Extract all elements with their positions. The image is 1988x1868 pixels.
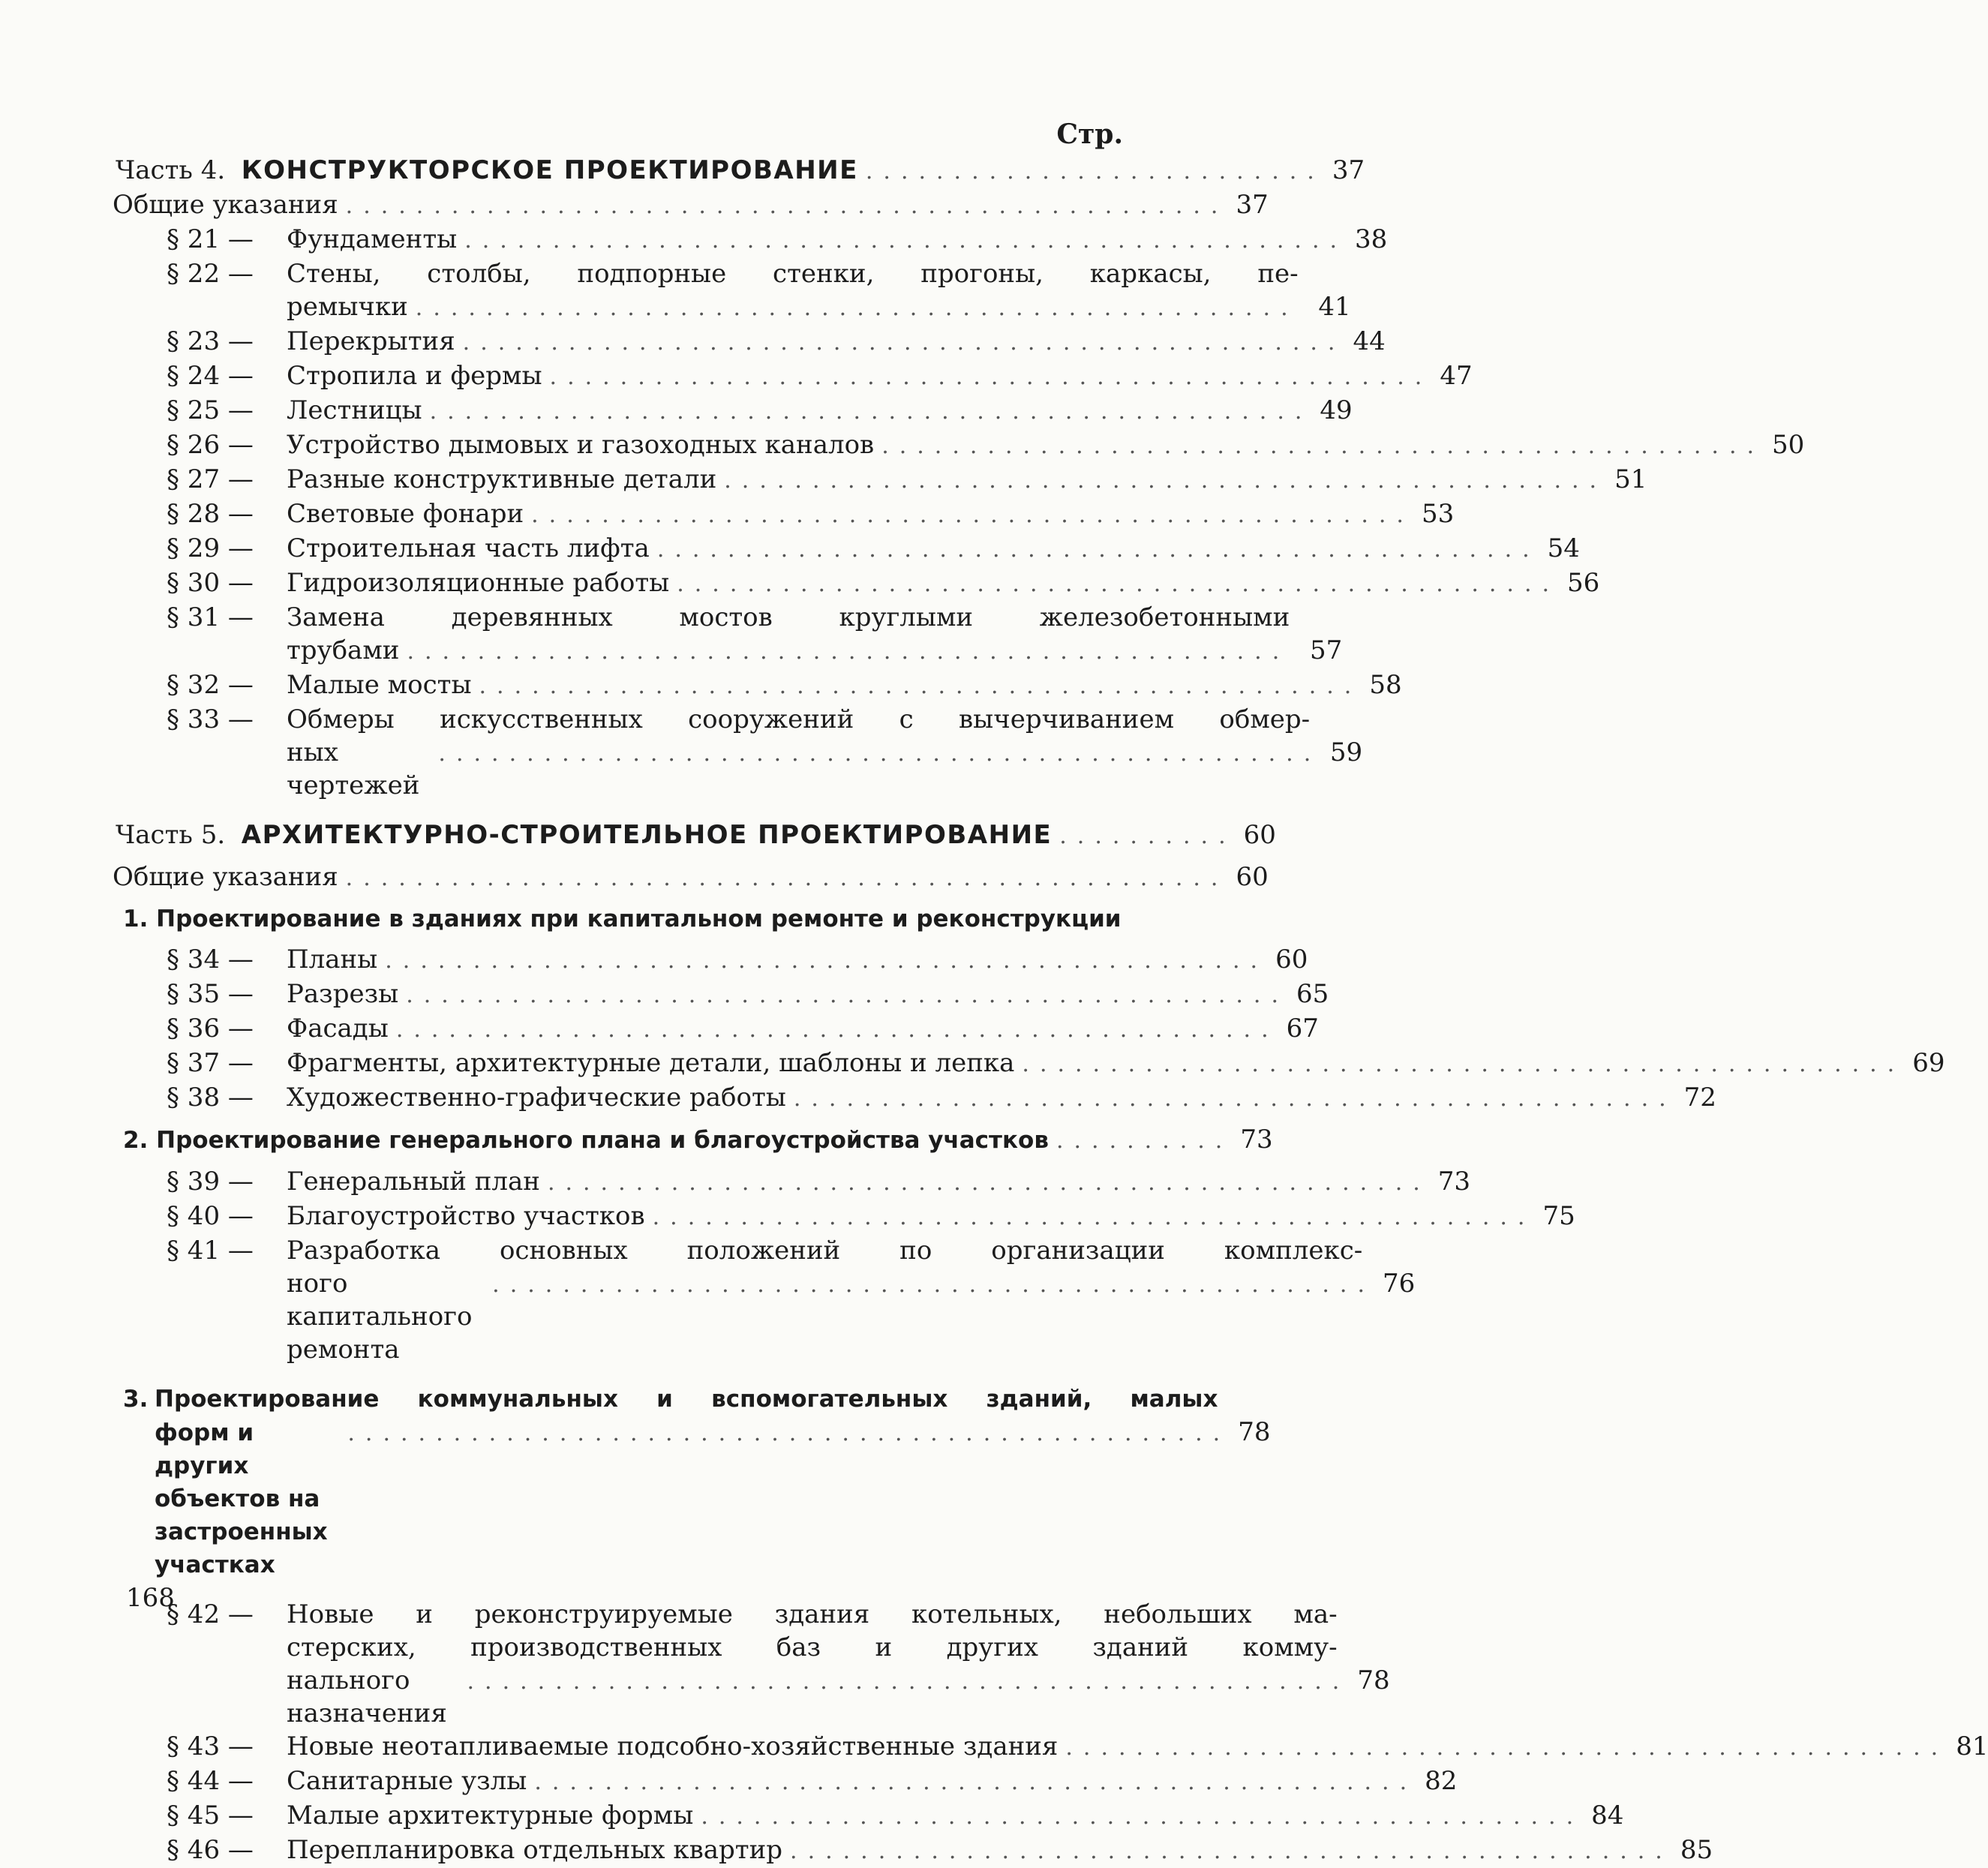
toc-entry: § 24 — Стропила и фермы .................................................. 47 xyxy=(167,361,1473,391)
toc-entry: § 28 — Световые фонари .................................................. 53 xyxy=(167,499,1455,529)
toc-entry: § 44 — Санитарные узлы .................................................. 82 xyxy=(167,1766,1458,1796)
toc-entry: § 29 — Строительная часть лифта .................................................. 54 xyxy=(167,533,1580,563)
leader-dots: .......... xyxy=(1059,823,1236,849)
toc-entry: § 25 — Лестницы .................................................. 49 xyxy=(167,395,1353,425)
part-5-heading xyxy=(116,818,1276,853)
page-number: 168 xyxy=(126,1583,175,1613)
toc-entry: § 40 — Благоустройство участков .................................................. 75 xyxy=(167,1201,1575,1231)
toc-entry: § 22 — Стены, столбы, подпорные стенки, прогоны, каркасы, пе- ремычки .................................................. 41 xyxy=(167,259,1351,322)
toc-entry: § 26 — Устройство дымовых и газоходных каналов .................................................. 50 xyxy=(167,430,1805,460)
toc-entry: § 36 — Фасады .................................................. 67 xyxy=(167,1014,1319,1044)
toc-entry: § 21 — Фундаменты .................................................. 38 xyxy=(167,224,1388,254)
toc-entry: § 33 — Обмеры искусственных сооружений с вычерчиванием обмер- ных чертежей .................................................. 59 xyxy=(167,704,1363,800)
toc-entry: § 43 — Новые неотапливаемые подсобно-хозяйственные здания .................................................. 81 xyxy=(167,1731,1988,1761)
toc-entry: § 41 — Разработка основных положений по организации комплекс- ного капитального ремонта .................................................. 76 xyxy=(167,1236,1416,1365)
toc-entry: § 30 — Гидроизоляционные работы .................................................. 56 xyxy=(167,568,1600,598)
toc-entry: § 46 — Перепланировка отдельных квартир .................................................. 85 xyxy=(167,1835,1713,1865)
group-2-heading: 2. Проектирование генерального плана и благоустройства участков .......... 73 xyxy=(123,1125,1273,1155)
part-prefix: Часть 5. xyxy=(116,820,226,850)
toc-entry: § 34 — Планы .................................................. 60 xyxy=(167,945,1308,975)
toc-entry: § 39 — Генеральный план .................................................. 73 xyxy=(167,1167,1471,1197)
page-column-header: Стр. xyxy=(1056,119,1123,150)
part-4-heading xyxy=(116,154,1365,188)
general-notes-entry: Общие указания .................................................. 60 xyxy=(113,862,1269,892)
toc-entry: § 27 — Разные конструктивные детали .................................................. 51 xyxy=(167,464,1647,494)
part-prefix: Часть 4. xyxy=(116,155,226,185)
part-title: АРХИТЕКТУРНО-СТРОИТЕЛЬНОЕ ПРОЕКТИРОВАНИЕ xyxy=(241,820,1053,850)
group-1-heading: 1. Проектирование в зданиях при капитальном ремонте и реконструкции xyxy=(123,905,1122,932)
toc-entry: § 45 — Малые архитектурные формы .................................................. 84 xyxy=(167,1800,1624,1830)
page-ref: 60 xyxy=(1243,820,1276,850)
group-3-heading: 3. Проектирование коммунальных и вспомогательных зданий, малых форм и других объектов на застроенных участках .................................................. 78 xyxy=(123,1386,1271,1578)
leader-dots: .......................... xyxy=(865,158,1325,185)
toc-entry: § 35 — Разрезы .................................................. 65 xyxy=(167,979,1329,1009)
part-title: КОНСТРУКТОРСКОЕ ПРОЕКТИРОВАНИЕ xyxy=(241,155,858,185)
toc-entry: § 31 — Замена деревянных мостов круглыми железобетонными трубами .................................................. 57 xyxy=(167,602,1343,665)
toc-entry: § 42 — Новые и реконструируемые здания котельных, небольших ма- стерских, производственных баз и других зданий комму- нального назначения .................................................. 78 xyxy=(167,1599,1390,1728)
page-ref: 37 xyxy=(1332,155,1365,185)
toc-entry: § 32 — Малые мосты .................................................. 58 xyxy=(167,670,1402,700)
general-notes-entry: Общие указания .................................................. 37 xyxy=(113,190,1269,220)
toc-entry: § 37 — Фрагменты, архитектурные детали, шаблоны и лепка .................................................. 69 xyxy=(167,1048,1945,1078)
toc-entry: § 23 — Перекрытия .................................................. 44 xyxy=(167,326,1386,356)
table-of-contents xyxy=(113,154,1988,1868)
toc-entry: § 38 — Художественно-графические работы .................................................. 72 xyxy=(167,1083,1716,1113)
